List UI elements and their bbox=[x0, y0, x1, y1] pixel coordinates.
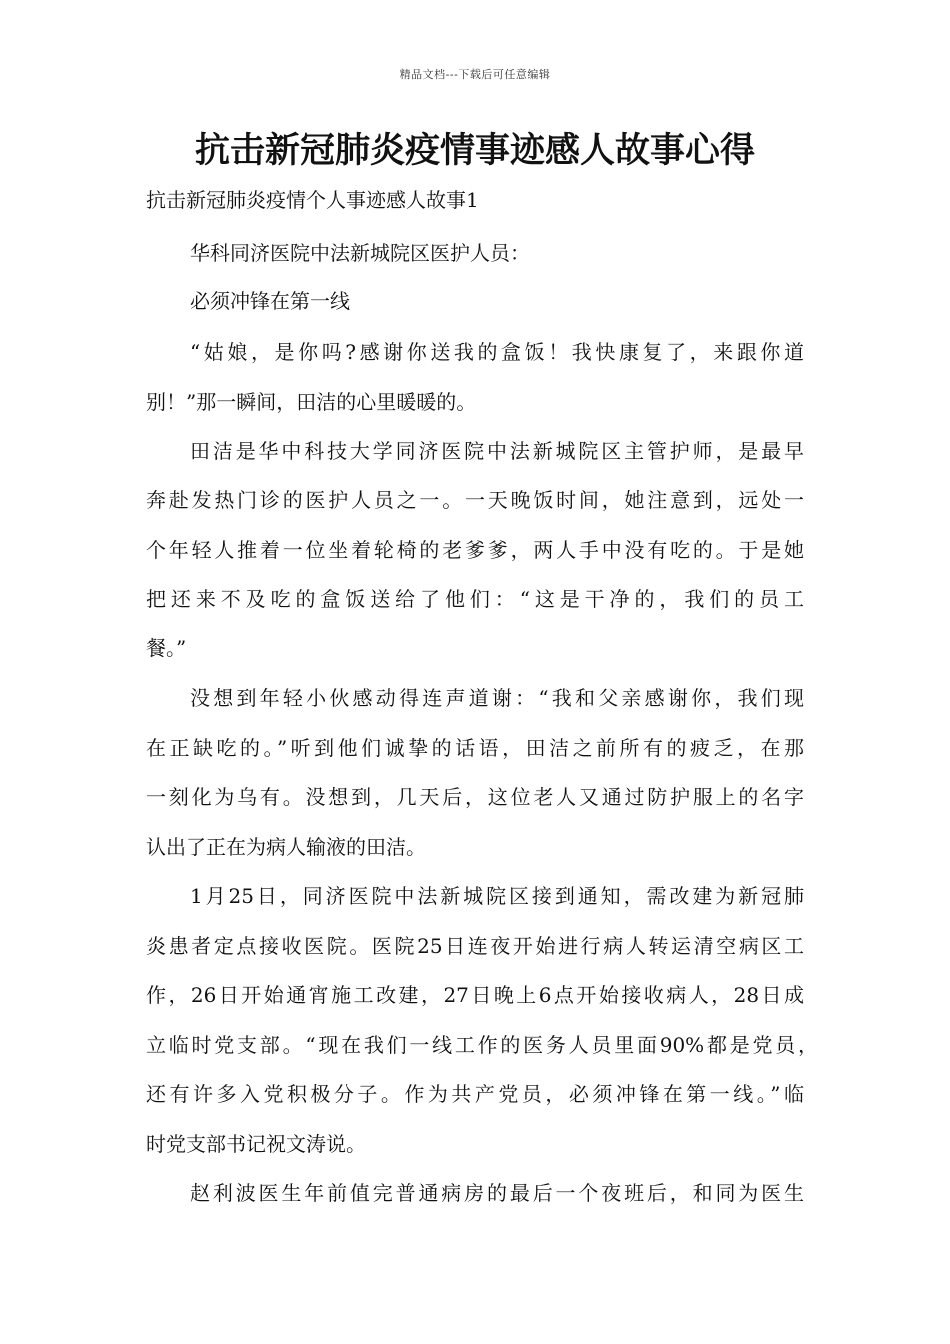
paragraph-line: 必须冲锋在第一线 bbox=[190, 289, 350, 313]
header-note: 精品文档---下载后可任意编辑 bbox=[399, 68, 551, 81]
paragraph-line: “姑娘，是你吗?感谢你送我的盒饭！我快康复了，来跟你道 bbox=[190, 340, 804, 364]
paragraph-line: 立临时党支部。“现在我们一线工作的医务人员里面90%都是党员， bbox=[146, 1033, 818, 1057]
paragraph-line: 把还来不及吃的盒饭送给了他们：“这是干净的，我们的员工 bbox=[146, 587, 804, 611]
paragraph-line: 田洁是华中科技大学同济医院中法新城院区主管护师，是最早 bbox=[190, 439, 804, 463]
document-title: 抗击新冠肺炎疫情事迹感人故事心得 bbox=[194, 131, 755, 171]
paragraph-line: 还有许多入党积极分子。作为共产党员，必须冲锋在第一线。”临 bbox=[146, 1082, 804, 1106]
paragraph-line: 在正缺吃的。”听到他们诚挚的话语，田洁之前所有的疲乏，在那 bbox=[146, 736, 804, 760]
paragraph-line: 炎患者定点接收医院。医院25日连夜开始进行病人转运清空病区工 bbox=[146, 934, 804, 958]
paragraph-line: 时党支部书记祝文涛说。 bbox=[146, 1132, 366, 1156]
paragraph-line: 没想到年轻小伙感动得连声道谢：“我和父亲感谢你，我们现 bbox=[190, 686, 804, 710]
paragraph-line: 赵利波医生年前值完普通病房的最后一个夜班后，和同为医生 bbox=[190, 1181, 804, 1205]
paragraph-line: 认出了正在为病人输液的田洁。 bbox=[146, 835, 426, 859]
paragraph-line: 1月25日，同济医院中法新城院区接到通知，需改建为新冠肺 bbox=[190, 884, 804, 908]
paragraph-line: 一刻化为乌有。没想到，几天后，这位老人又通过防护服上的名字 bbox=[146, 785, 804, 809]
paragraph-line: 个年轻人推着一位坐着轮椅的老爹爹，两人手中没有吃的。于是她 bbox=[146, 538, 804, 562]
document-subtitle: 抗击新冠肺炎疫情个人事迹感人故事1 bbox=[146, 188, 479, 212]
paragraph-line: 餐。” bbox=[146, 636, 187, 660]
paragraph-line: 华科同济医院中法新城院区医护人员： bbox=[190, 241, 530, 265]
paragraph-line: 作，26日开始通宵施工改建，27日晚上6点开始接收病人，28日成 bbox=[146, 983, 804, 1007]
paragraph-line: 别！”那一瞬间，田洁的心里暖暖的。 bbox=[146, 390, 477, 414]
paragraph-line: 奔赴发热门诊的医护人员之一。一天晚饭时间，她注意到，远处一 bbox=[146, 488, 804, 512]
